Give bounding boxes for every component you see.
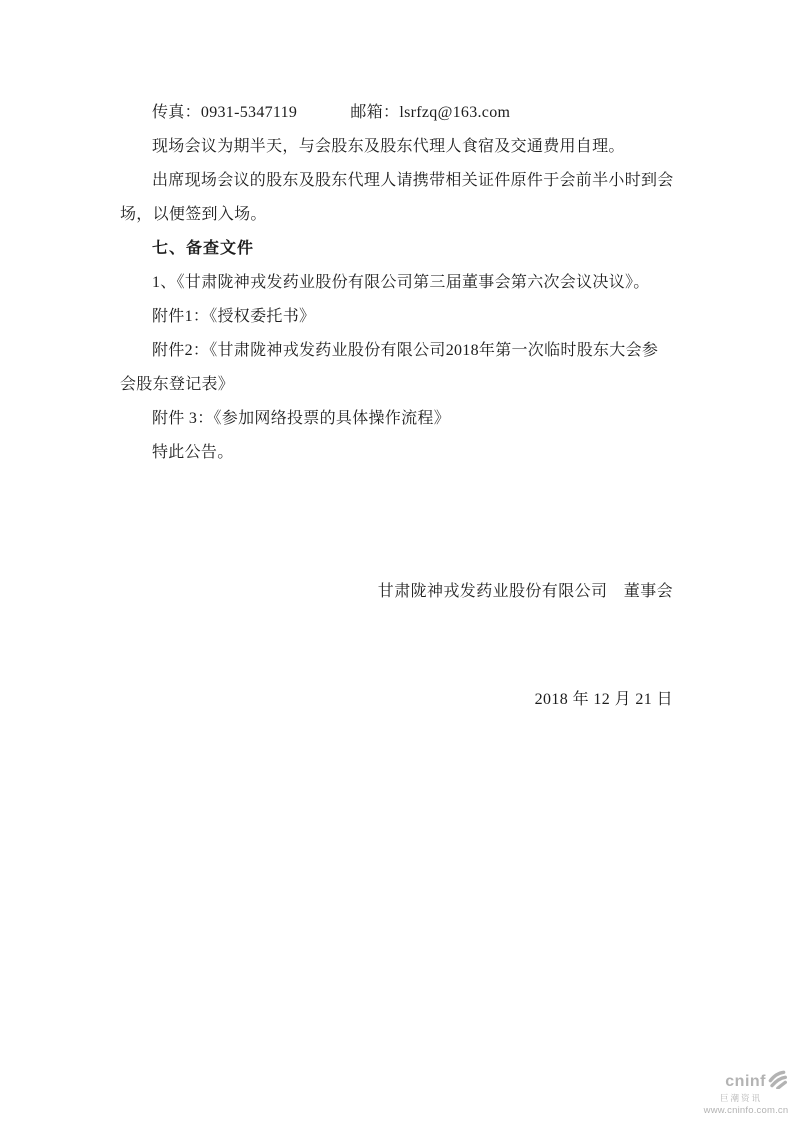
section-heading-documents: 七、备查文件 bbox=[152, 240, 255, 257]
announcement-closing: 特此公告。 bbox=[152, 444, 234, 461]
attachment-3: 附件 3：《参加网络投票的具体操作流程》 bbox=[152, 410, 451, 427]
attachment-2: 附件2：《甘肃陇神戎发药业股份有限公司2018年第一次临时股东大会参 bbox=[152, 342, 659, 359]
attendance-note-line: 出席现场会议的股东及股东代理人请携带相关证件原件于会前半小时到会 bbox=[152, 172, 674, 189]
cninfo-swirl-icon bbox=[767, 1069, 787, 1094]
attachment-2-cont: 会股东登记表》 bbox=[120, 376, 235, 393]
cninfo-watermark bbox=[703, 1071, 789, 1116]
attendance-note-cont: 场，以便签到入场。 bbox=[120, 206, 267, 223]
signature-date: 2018 年 12 月 21 日 bbox=[534, 691, 673, 708]
document-body bbox=[120, 96, 676, 470]
signature-company: 甘肃陇神戎发药业股份有限公司 董事会 bbox=[377, 583, 673, 600]
fax-email-line: 传真：0931-5347119 邮箱：lsrfzq@163.com bbox=[152, 104, 511, 121]
signature-block bbox=[378, 502, 673, 790]
cninfo-brand-row bbox=[703, 1071, 789, 1094]
cninfo-brand-text: cninf bbox=[725, 1073, 766, 1091]
cninfo-brand-cn: 巨潮资讯 bbox=[719, 1093, 762, 1104]
attachment-1: 附件1：《授权委托书》 bbox=[152, 308, 316, 325]
onsite-meeting-line: 现场会议为期半天，与会股东及股东代理人食宿及交通费用自理。 bbox=[152, 138, 625, 155]
cninfo-url: www.cninfo.com.cn bbox=[703, 1104, 789, 1116]
reference-doc-1: 1、《甘肃陇神戎发药业股份有限公司第三届董事会第六次会议决议》。 bbox=[152, 274, 650, 291]
